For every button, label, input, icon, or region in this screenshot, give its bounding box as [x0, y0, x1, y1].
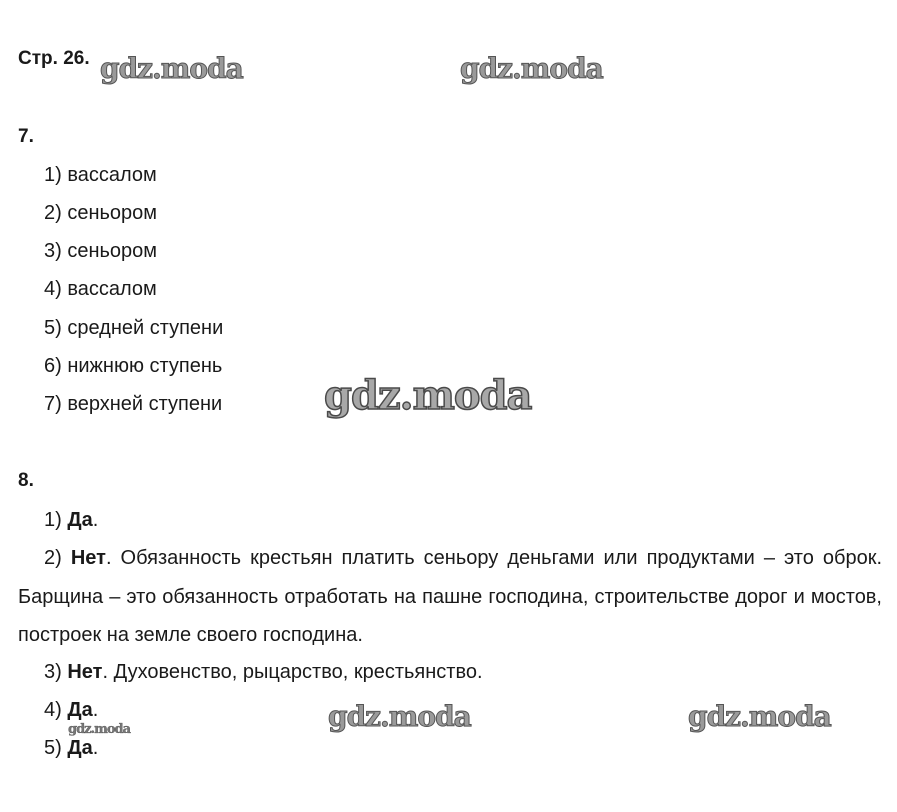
item-number: 5) — [44, 737, 62, 759]
answer-item — [44, 509, 98, 532]
answer-item — [44, 699, 98, 722]
list-item: 2) сеньором — [44, 202, 158, 224]
watermark: gdz.moda — [324, 372, 532, 419]
answer-text: . Обязанность крестьян платить сеньору деньгами или продуктами – это оброк. Барщина – это обязанность отработать на пашне господина, строительстве дорог и мостов, построек на земле своего господина. — [18, 547, 883, 646]
section-8-number: 8. — [18, 470, 34, 491]
list-item: 7) верхней ступени — [44, 393, 223, 415]
list-item: 5) средней ступени — [44, 317, 224, 339]
answer-text: . Духовенство, рыцарство, крестьянство. — [102, 661, 483, 683]
watermark: gdz.moda — [100, 52, 243, 85]
answer-text: . — [92, 737, 99, 759]
answer-text: . — [92, 509, 99, 531]
watermark: gdz.moda — [460, 52, 603, 85]
section-7-number: 7. — [18, 126, 34, 147]
watermark: gdz.moda — [688, 700, 831, 733]
answer-label: Нет — [70, 547, 106, 569]
answer-label: Нет — [67, 661, 103, 683]
item-number: 4) — [44, 699, 62, 721]
list-item: 4) вассалом — [44, 278, 157, 300]
item-number: 3) — [44, 661, 62, 683]
answer-label: Да — [67, 509, 93, 531]
item-number: 2) — [44, 547, 62, 569]
answer-item — [44, 661, 483, 684]
answer-item — [44, 737, 98, 760]
list-item: 6) нижнюю ступень — [44, 355, 223, 377]
item-number: 1) — [44, 509, 62, 531]
watermark: gdz.moda — [68, 722, 131, 737]
list-item: 3) сеньором — [44, 240, 158, 262]
page-header: Стр. 26. — [18, 48, 90, 69]
answer-label: Да — [67, 699, 93, 721]
watermark: gdz.moda — [328, 700, 471, 733]
answer-text: . — [92, 699, 99, 721]
answer-label: Да — [67, 737, 93, 759]
list-item: 1) вассалом — [44, 164, 157, 186]
answer-item — [18, 539, 882, 655]
